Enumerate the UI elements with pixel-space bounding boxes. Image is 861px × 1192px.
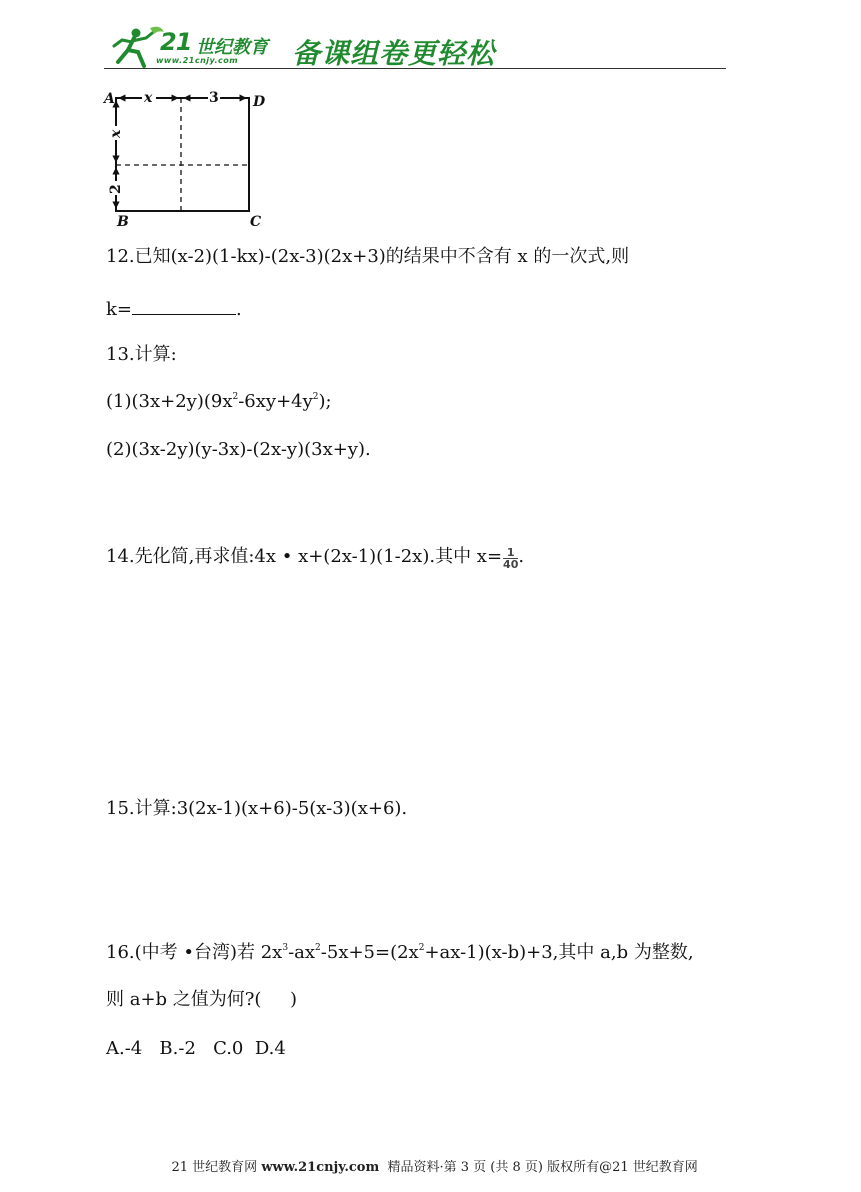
q12-prefix: k=	[106, 299, 132, 320]
q16-exp2: 2	[315, 943, 321, 953]
q16-a: 16.(中考 •台湾)若 2x	[106, 942, 283, 963]
label-left-2: 2	[108, 184, 124, 194]
q14-line	[106, 545, 524, 570]
q13-p1-exp2: 2	[312, 392, 319, 402]
q13-part1	[106, 390, 332, 414]
q16-options: A.-4 B.-2 C.0 D.4	[106, 1038, 286, 1059]
label-D: D	[253, 94, 266, 110]
q16-exp1: 3	[282, 943, 289, 953]
footer-page-info: 精品资料·第 3 页 (共 8 页) 版权所有@21 世纪教育网	[379, 1160, 698, 1175]
label-A: A	[104, 91, 115, 107]
q13-p1-exp1: 2	[232, 392, 239, 402]
logo-brand-name: 世纪教育	[196, 37, 268, 58]
q16-c: -5x+5=(2x	[320, 942, 419, 963]
logo-url: www.21cnjy.com	[156, 56, 239, 65]
label-top-3: 3	[209, 90, 219, 106]
label-top-x: x	[144, 90, 153, 106]
q14-suffix: .	[518, 546, 525, 567]
rectangle-figure	[100, 86, 272, 232]
q13-p1-a: (1)(3x+2y)(9x	[106, 391, 233, 412]
label-left-x: x	[108, 129, 124, 138]
q13-part2: (2)(3x-2y)(y-3x)-(2x-y)(3x+y).	[106, 439, 371, 460]
q13-p1-c: );	[318, 391, 332, 412]
q14-text: 14.先化简,再求值:4x • x+(2x-1)(1-2x).其中 x=	[106, 546, 503, 567]
q16-b: -ax	[288, 942, 316, 963]
q13-title: 13.计算:	[106, 344, 177, 365]
q16-exp3: 2	[418, 943, 425, 953]
outer-rectangle	[116, 98, 249, 211]
footer-url-link[interactable]: www.21cnjy.com	[261, 1160, 380, 1175]
q12-suffix: .	[236, 299, 242, 320]
q14-denominator: 40	[503, 558, 519, 571]
header-divider	[104, 68, 726, 69]
footer-site-name: 21 世纪教育网	[171, 1160, 262, 1175]
label-C: C	[250, 214, 262, 230]
q12-text: 12.已知(x-2)(1-kx)-(2x-3)(2x+3)的结果中不含有 x 的一次式,则	[106, 246, 630, 267]
q15-text: 15.计算:3(2x-1)(x+6)-5(x-3)(x+6).	[106, 798, 408, 819]
label-B: B	[117, 214, 129, 230]
q16-line1	[106, 941, 694, 965]
q12-answer-blank[interactable]	[132, 296, 236, 315]
q14-fraction	[503, 547, 518, 570]
q12-answer-line	[106, 296, 242, 322]
q13-p1-b: -6xy+4y	[238, 391, 313, 412]
q14-numerator: 1	[503, 547, 518, 559]
page-footer	[0, 1141, 861, 1175]
q16-d: +ax-1)(x-b)+3,其中 a,b 为整数,	[424, 942, 694, 963]
q16-line2: 则 a+b 之值为何?( )	[106, 989, 298, 1010]
logo-number: 21	[160, 28, 192, 56]
header-slogan: 备课组卷更轻松	[292, 37, 496, 70]
